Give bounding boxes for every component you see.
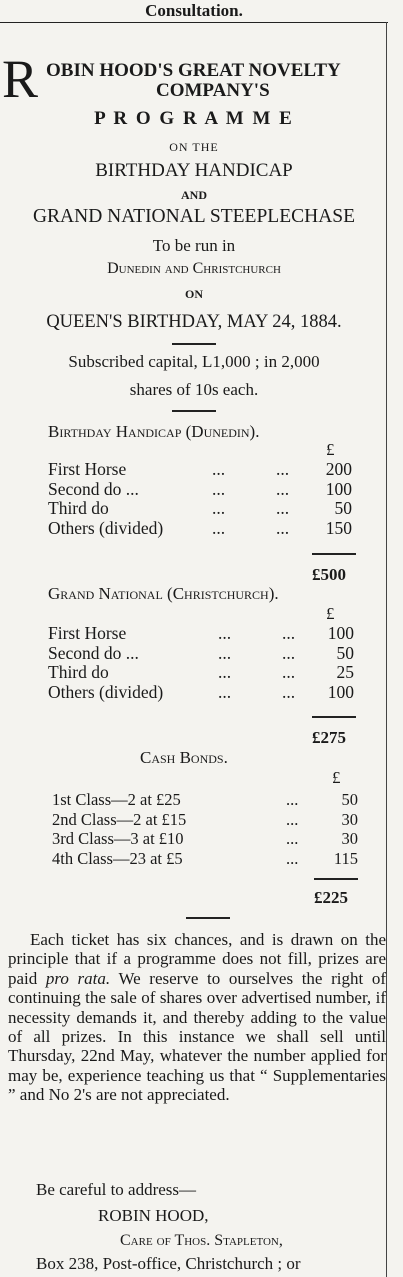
table-row [48,624,358,644]
prize-label: Others (divided) [48,681,164,702]
bond-label: 4th Class—23 at £5 [52,848,183,868]
grand-national-heading: Grand National (Christchurch). [48,584,279,603]
body-text-b: We reserve to ourselves the right of continuing the sale of shares over advertised number, if necessity demands it, and thereby adding to the value of all prizes. In this instance we shall sell until Thursday, 22nd May, whatever the number applied for may be, experience teaching us that “ Supplementaries ” and No 2's are not appreciated. [8,968,386,1105]
prize-amount: 50 [336,642,354,663]
dots: ... [276,498,290,518]
birthday-prize-table [48,460,358,538]
table-row [48,480,358,500]
address-intro: Be careful to address— [36,1180,197,1199]
dots: ... [286,809,299,829]
birthday-heading: Birthday Handicap (Dunedin). [48,422,260,441]
on-text: ON [185,287,203,301]
company-line-1: OBIN HOOD'S GREAT NOVELTY [46,60,341,81]
table-row [48,499,358,519]
table-row [52,849,360,869]
bond-amount: 30 [341,809,358,829]
birthday-currency: £ [326,440,335,459]
dots: ... [286,790,299,809]
dropcap-letter: R [2,49,39,109]
dots: ... [276,517,290,538]
table-row [48,663,358,683]
total-rule [312,716,356,718]
prize-label: First Horse [48,459,127,479]
table-row [48,683,358,703]
address-name: ROBIN HOOD, [98,1206,209,1225]
dots: ... [282,662,296,682]
column-header: Consultation. [145,1,243,20]
dots: ... [218,681,232,702]
prize-label: First Horse [48,623,127,643]
bond-amount: 115 [333,848,358,868]
prize-amount: 200 [325,459,352,479]
bond-label: 2nd Class—2 at £15 [52,809,187,829]
dots: ... [212,517,226,538]
prize-label: Second do ... [48,642,139,663]
table-row [52,829,360,849]
table-row [48,519,358,539]
capital-line-2: shares of 10s each. [129,380,259,399]
body-text-italic: pro rata. [45,968,111,988]
capital-line-1: Subscribed capital, L1,000 ; in 2,000 [68,352,320,371]
dots: ... [282,681,296,702]
dots: ... [286,848,299,868]
total-rule [314,878,358,880]
dots: ... [276,478,290,499]
dots: ... [286,829,299,848]
race-date: QUEEN'S BIRTHDAY, MAY 24, 1884. [46,312,342,332]
dots: ... [282,642,296,663]
prize-label: Third do [48,498,109,518]
dots: ... [212,478,226,499]
to-be-run-in: To be run in [152,236,236,255]
programme-title: P R O G R A M M E [94,108,294,129]
dots: ... [218,642,232,663]
dots: ... [212,498,226,518]
dots: ... [276,459,290,479]
bond-amount: 30 [341,829,358,848]
dots: ... [212,459,226,479]
table-row [48,460,358,480]
prize-amount: 100 [327,623,354,643]
event-grand-national: GRAND NATIONAL STEEPLECHASE [32,206,356,227]
divider [172,343,216,345]
body-paragraph [8,930,386,1105]
cash-bonds-table [52,790,360,868]
address-box: Box 238, Post-office, Christchurch ; or [36,1254,301,1273]
prize-amount: 100 [325,478,352,499]
address-care-of: Care of Thos. Stapleton, [120,1232,283,1249]
bond-label: 3rd Class—3 at £10 [52,829,184,848]
places-text: Dunedin and Christchurch [107,260,281,277]
body-text-a: Each ticket has six chances, and is drawn on the principle that if a programme does not fill, prizes are paid [8,930,386,988]
grand-national-currency: £ [326,604,335,623]
prize-label: Third do [48,662,109,682]
dots: ... [282,623,296,643]
company-line-2: COMPANY'S [156,80,270,101]
cash-bonds-total: £225 [314,888,348,907]
and-text: AND [181,188,207,202]
prize-label: Second do ... [48,478,139,499]
cash-bonds-heading: Cash Bonds. [140,748,228,767]
table-row [52,790,360,810]
birthday-total: £500 [312,565,346,584]
table-row [48,644,358,664]
grand-national-total: £275 [312,728,346,747]
column-header-bar [0,0,388,23]
grand-national-prize-table [48,624,358,702]
total-rule [312,553,356,555]
dots: ... [218,662,232,682]
divider [186,917,230,919]
cash-bonds-currency: £ [332,768,341,787]
event-birthday-handicap: BIRTHDAY HANDICAP [95,160,293,181]
on-the-text: ON THE [169,140,219,154]
prize-amount: 150 [325,517,352,538]
table-row [52,810,360,830]
divider [172,410,216,412]
prize-amount: 100 [327,681,354,702]
prize-label: Others (divided) [48,517,164,538]
bond-amount: 50 [341,790,358,809]
prize-amount: 25 [336,662,354,682]
bond-label: 1st Class—2 at £25 [52,790,181,809]
dots: ... [218,623,232,643]
prize-amount: 50 [334,498,352,518]
